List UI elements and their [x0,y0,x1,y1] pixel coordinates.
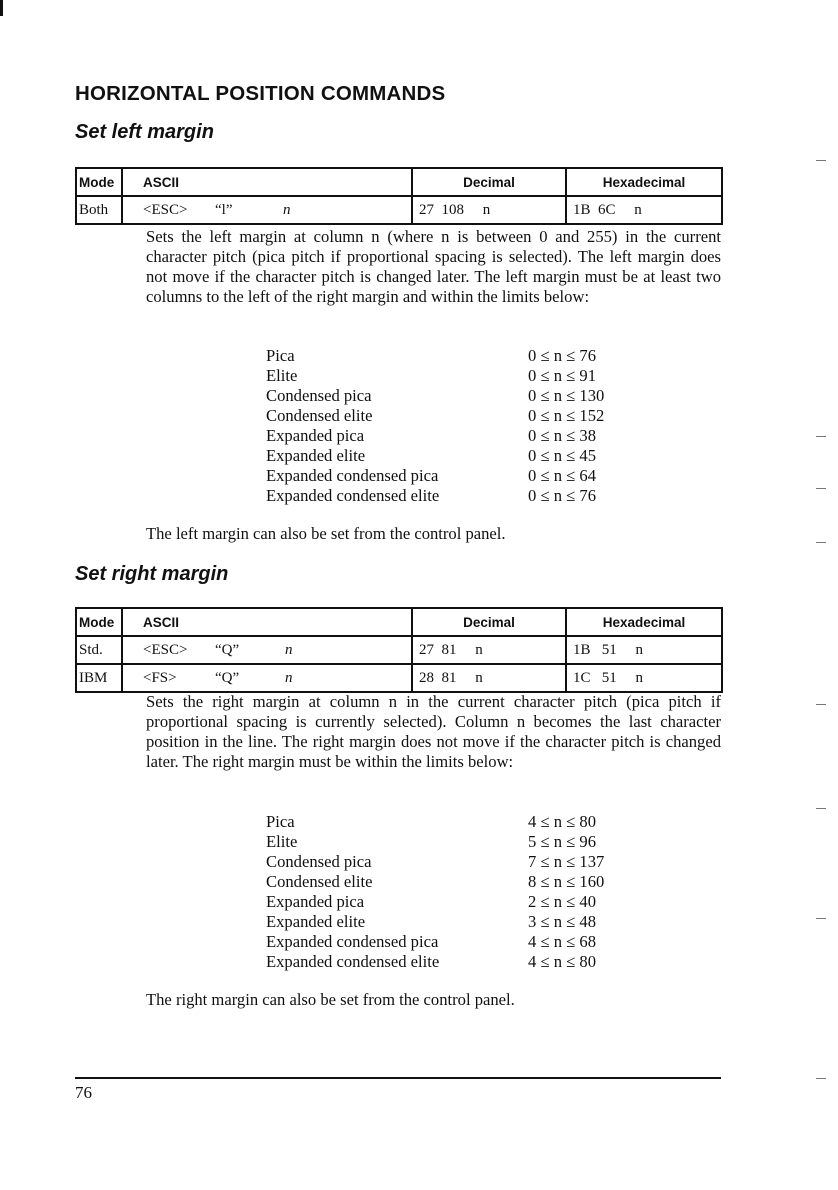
left-margin-description: Sets the left margin at column n (where n is between 0 and 255) in the current character pitch (pica pitch if proportional spacing is selected). The left margin does not move if the character pitch is changed later. The left margin must be at least two columns to the left of the right margin and within the limits below: [146,227,721,306]
pitch-range: 3 ≤ n ≤ 48 [528,912,596,931]
scan-mark [816,488,826,489]
pitch-name: Pica [266,346,295,365]
footer-rule [75,1077,721,1079]
page-number: 76 [75,1083,92,1102]
pitch-name: Condensed elite [266,872,373,891]
mode-cell: Std. [76,636,122,664]
ascii-character: “Q” [215,669,240,686]
scan-mark [816,704,826,705]
pitch-name: Expanded pica [266,892,365,911]
list-item [266,406,646,426]
decimal-cell: 27 108 n [412,196,566,224]
right-margin-note: The right margin can also be set from the control panel. [146,990,515,1009]
decimal-cell: 27 81 n [412,636,566,664]
scan-edge [0,0,3,16]
pitch-name: Condensed pica [266,386,372,405]
list-item [266,346,646,366]
list-item [266,466,646,486]
pitch-name: Elite [266,366,298,385]
list-item [266,932,646,952]
section-title: HORIZONTAL POSITION COMMANDS [75,82,446,105]
ascii-cell [122,664,412,692]
pitch-range: 0 ≤ n ≤ 38 [528,426,596,445]
header-mode: Mode [76,608,122,636]
list-item [266,952,646,972]
right-margin-description: Sets the right margin at column n in the current character pitch (pica pitch if proportional spacing is currently selected). Column n becomes the last character position in the line. The right margin does not move if the character pitch is changed later. The right margin must be within the limits below: [146,692,721,771]
header-ascii: ASCII [122,168,412,196]
pitch-range: 0 ≤ n ≤ 152 [528,406,605,425]
table-row [76,664,722,692]
left-margin-title: Set left margin [75,121,214,143]
pitch-name: Expanded condensed pica [266,932,439,951]
pitch-range: 0 ≤ n ≤ 45 [528,446,596,465]
scan-mark [816,542,826,543]
right-margin-command-table [75,607,723,693]
ascii-control-code: <ESC> [143,641,188,658]
decimal-cell: 28 81 n [412,664,566,692]
pitch-range: 0 ≤ n ≤ 76 [528,486,596,505]
list-item [266,912,646,932]
mode-cell: IBM [76,664,122,692]
header-mode: Mode [76,168,122,196]
pitch-range: 0 ≤ n ≤ 130 [528,386,605,405]
right-margin-limits [266,812,646,972]
pitch-name: Pica [266,812,295,831]
ascii-control-code: <ESC> [143,201,188,218]
list-item [266,892,646,912]
pitch-name: Expanded condensed elite [266,486,440,505]
pitch-range: 8 ≤ n ≤ 160 [528,872,605,891]
header-ascii: ASCII [122,608,412,636]
table-row [76,196,722,224]
list-item [266,812,646,832]
header-hexadecimal: Hexadecimal [566,168,722,196]
pitch-name: Expanded elite [266,912,366,931]
pitch-range: 0 ≤ n ≤ 91 [528,366,596,385]
table-header-row [76,168,722,196]
pitch-range: 4 ≤ n ≤ 68 [528,932,596,951]
ascii-character: “l” [215,201,233,218]
ascii-character: “Q” [215,641,240,658]
pitch-name: Condensed pica [266,852,372,871]
left-margin-command-table [75,167,723,225]
list-item [266,852,646,872]
list-item [266,832,646,852]
ascii-parameter: n [283,201,291,218]
list-item [266,386,646,406]
hex-cell: 1B 51 n [566,636,722,664]
pitch-name: Expanded condensed elite [266,952,440,971]
list-item [266,872,646,892]
table-row [76,636,722,664]
list-item [266,366,646,386]
scan-mark [816,808,826,809]
ascii-cell [122,196,412,224]
header-hexadecimal: Hexadecimal [566,608,722,636]
pitch-range: 4 ≤ n ≤ 80 [528,812,596,831]
pitch-name: Elite [266,832,298,851]
pitch-name: Expanded elite [266,446,366,465]
list-item [266,426,646,446]
ascii-cell [122,636,412,664]
pitch-range: 0 ≤ n ≤ 76 [528,346,596,365]
pitch-range: 2 ≤ n ≤ 40 [528,892,596,911]
scan-mark [816,436,826,437]
pitch-name: Condensed elite [266,406,373,425]
hex-cell: 1C 51 n [566,664,722,692]
table-header-row [76,608,722,636]
scan-mark [816,1078,826,1079]
header-decimal: Decimal [412,168,566,196]
right-margin-title: Set right margin [75,563,229,585]
left-margin-note: The left margin can also be set from the control panel. [146,524,506,543]
list-item [266,446,646,466]
pitch-range: 5 ≤ n ≤ 96 [528,832,596,851]
list-item [266,486,646,506]
pitch-range: 7 ≤ n ≤ 137 [528,852,605,871]
mode-cell: Both [76,196,122,224]
pitch-range: 0 ≤ n ≤ 64 [528,466,596,485]
scan-mark [816,918,826,919]
ascii-control-code: <FS> [143,669,177,686]
ascii-parameter: n [285,641,293,658]
scan-mark [816,160,826,161]
left-margin-limits [266,346,646,506]
pitch-range: 4 ≤ n ≤ 80 [528,952,596,971]
pitch-name: Expanded condensed pica [266,466,439,485]
hex-cell: 1B 6C n [566,196,722,224]
header-decimal: Decimal [412,608,566,636]
pitch-name: Expanded pica [266,426,365,445]
ascii-parameter: n [285,669,293,686]
